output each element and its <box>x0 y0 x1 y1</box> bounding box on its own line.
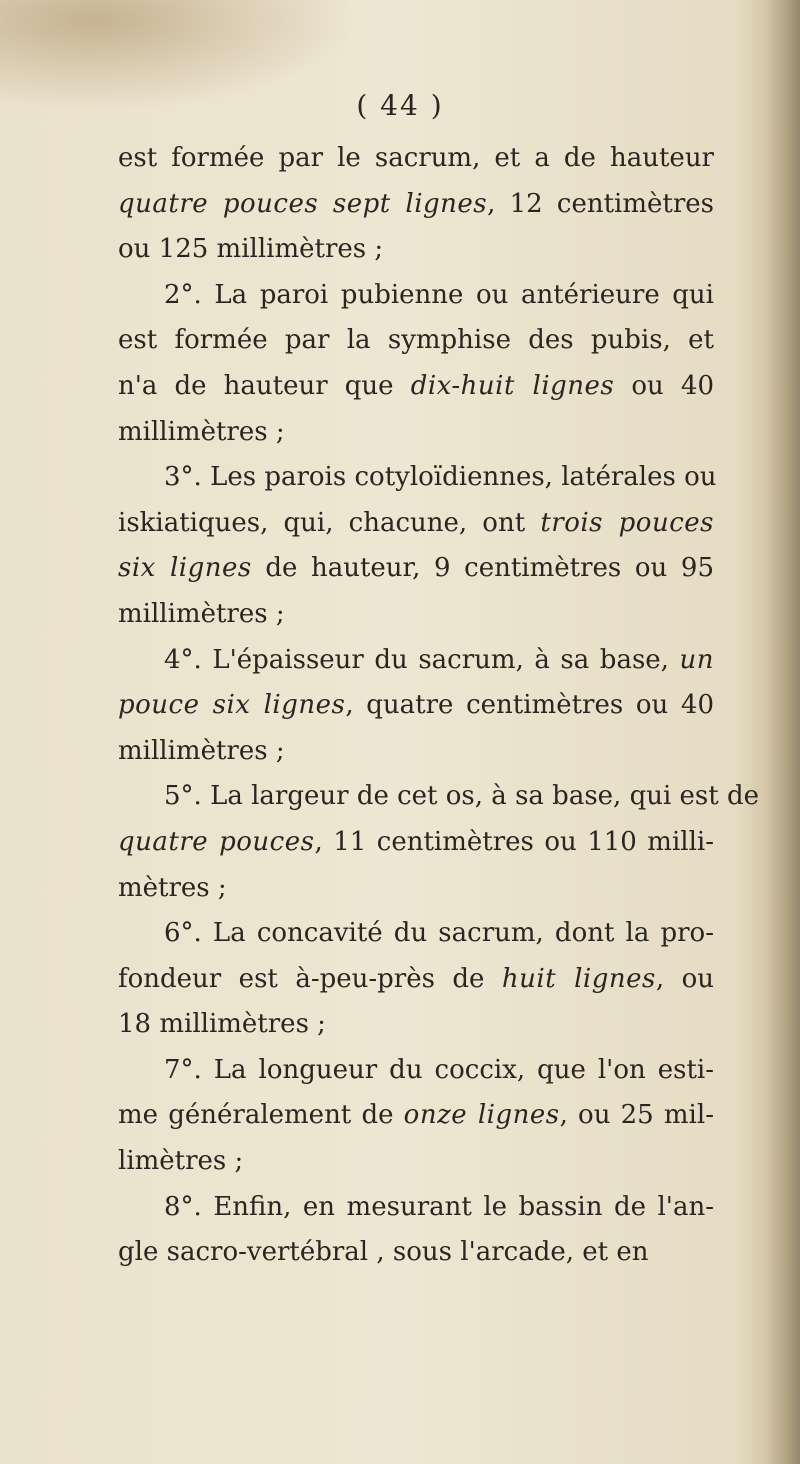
text-run: iskiatiques, qui, chacune, ont <box>118 507 541 538</box>
italic-measure: un <box>679 644 714 675</box>
text-run: 7°. La longueur du coccix, que l'on esti- <box>164 1054 714 1085</box>
text-line <box>118 1139 714 1185</box>
paragraph <box>118 911 714 1048</box>
text-run: 3°. Les parois cotyloïdiennes, latérales ou <box>164 462 717 493</box>
text-line <box>118 820 714 866</box>
paragraph <box>118 273 714 455</box>
text-line <box>118 729 714 775</box>
text-line <box>118 911 714 957</box>
text-line <box>118 866 714 912</box>
text-run: , 11 centimètres ou 110 milli- <box>314 826 714 857</box>
text-line <box>118 410 714 456</box>
italic-measure: six lignes <box>118 553 252 584</box>
text-run: millimètres ; <box>118 598 285 629</box>
paragraph <box>118 136 714 273</box>
text-run: millimètres ; <box>118 735 285 766</box>
text-line <box>118 1048 714 1094</box>
text-line <box>118 182 714 228</box>
text-run: 18 millimètres ; <box>118 1009 326 1040</box>
text-run: mètres ; <box>118 872 227 903</box>
paragraph <box>118 455 717 637</box>
text-run: , ou 25 mil- <box>559 1100 714 1131</box>
text-run: n'a de hauteur que <box>118 370 411 401</box>
text-line <box>118 455 717 501</box>
text-run: est formée par le sacrum, et a de hauteur <box>118 143 714 173</box>
text-line <box>118 1093 714 1139</box>
italic-measure: quatre pouces <box>118 826 315 857</box>
text-line <box>118 364 714 410</box>
text-line <box>118 638 714 684</box>
text-run: , 12 centimètres <box>487 188 715 219</box>
text-line <box>118 592 714 638</box>
text-line <box>118 318 714 364</box>
italic-measure: onze lignes <box>403 1100 560 1131</box>
text-line <box>118 1185 714 1231</box>
paragraph <box>118 1185 714 1276</box>
text-line <box>118 1230 714 1276</box>
page-edge-shadow <box>766 0 800 1464</box>
page-number: ( 44 ) <box>356 89 444 122</box>
text-run: ou 125 millimètres ; <box>118 234 384 265</box>
text-run: me généralement de <box>118 1100 404 1131</box>
text-run: fondeur est à-peu-près de <box>118 963 502 994</box>
text-run: millimètres ; <box>118 416 285 447</box>
body-text <box>118 136 760 1276</box>
text-run: de hauteur, 9 centimètres ou 95 <box>251 553 715 584</box>
text-line <box>118 1002 714 1048</box>
text-line <box>118 501 714 547</box>
paragraph <box>118 638 714 775</box>
text-run: , ou <box>655 963 714 994</box>
italic-measure: huit lignes <box>501 963 656 994</box>
text-line <box>118 546 714 592</box>
text-run: limètres ; <box>118 1146 244 1177</box>
italic-measure: pouce six lignes <box>118 690 346 721</box>
text-run: 6°. La concavité du sacrum, dont la pro- <box>164 918 714 949</box>
text-line <box>118 227 714 273</box>
text-run: ou 40 <box>614 370 714 401</box>
text-run: 2°. La paroi pubienne ou antérieure qui <box>164 279 714 310</box>
text-run: gle sacro-vertébral , sous l'arcade, et en <box>118 1237 649 1268</box>
text-line <box>118 683 714 729</box>
text-line <box>118 774 760 820</box>
italic-measure: quatre pouces sept lignes <box>118 188 488 219</box>
text-line <box>118 136 714 182</box>
text-run: , quatre centimètres ou 40 <box>345 690 714 721</box>
italic-measure: dix-huit lignes <box>410 370 615 401</box>
text-run: 5°. La largeur de cet os, à sa base, qui est de <box>164 781 760 812</box>
text-run: est formée par la symphise des pubis, et <box>118 325 714 356</box>
text-run: 8°. Enfin, en mesurant le bassin de l'an- <box>164 1191 714 1222</box>
text-line <box>118 273 714 319</box>
paragraph <box>118 1048 714 1185</box>
paragraph <box>118 774 760 911</box>
text-run: 4°. L'épaisseur du sacrum, à sa base, <box>164 644 680 675</box>
text-line <box>118 957 714 1003</box>
italic-measure: trois pouces <box>540 507 714 538</box>
